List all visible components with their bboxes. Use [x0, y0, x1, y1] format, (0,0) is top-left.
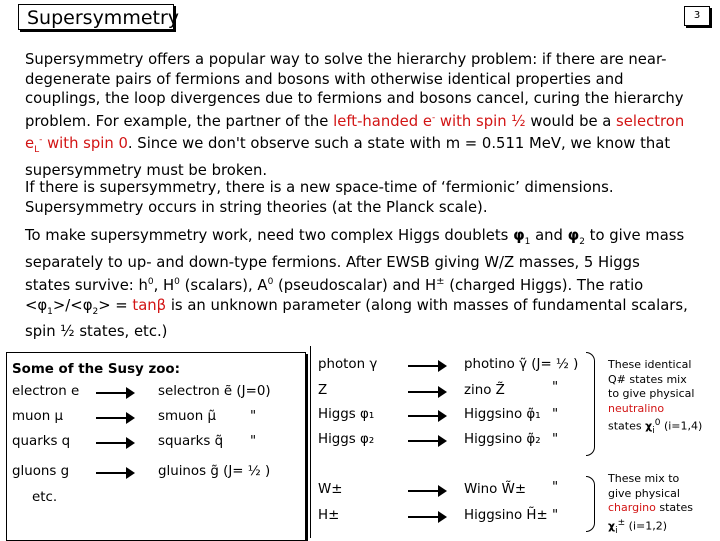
p1-line6: supersymmetry must be broken. — [25, 161, 268, 179]
p1-text: would be a — [525, 112, 617, 130]
boson-higgs-2: Higgs φ₂ — [318, 432, 375, 447]
chargino-note: These mix to give physical chargino states $\chi_i^\pm$ (i=1,2) — [608, 472, 693, 536]
arrow — [408, 415, 440, 417]
paragraph-hierarchy — [25, 50, 684, 180]
ditto-mark: " — [552, 480, 559, 495]
p2-line1: If there is supersymmetry, there is a new space-time of ‘fermionic’ dimensions. — [25, 179, 614, 196]
ditto-mark: " — [250, 434, 257, 449]
arrow — [96, 442, 128, 444]
susy-zoo-heading: Some of the Susy zoo: — [12, 362, 180, 377]
p3-line5: spin ½ states, etc.) — [25, 323, 168, 341]
p1-text: problem. For example, the partner of the — [25, 112, 334, 130]
p1-line2: degenerate pairs of fermions and bosons with otherwise identical properties and — [25, 70, 624, 88]
paragraph-higgs — [25, 226, 688, 342]
partner-higgsino-1: Higgsino φ̃₁ — [464, 407, 541, 422]
arrow — [408, 440, 440, 442]
arrow — [408, 365, 440, 367]
selectron-eL: $e_L^-$ with spin 0 — [25, 135, 128, 156]
ditto-mark: " — [552, 380, 559, 395]
paragraph-fermionic — [25, 178, 614, 217]
partner-higgsino-2: Higgsino φ̃₂ — [464, 432, 541, 447]
p1-line3: couplings, the loop divergences due to fermions and bosons cancel, curing the hierarchy — [25, 90, 684, 108]
zoo-partner-smuon: smuon μ̃ — [158, 409, 216, 424]
zoo-sm-quarks: quarks q — [12, 434, 71, 449]
arrow — [96, 417, 128, 419]
arrow — [96, 472, 128, 474]
partner-charged-higgsino: Higgsino H̃± — [464, 508, 548, 523]
p2-line2: Supersymmetry occurs in string theories (at the Planck scale). — [25, 198, 488, 216]
partner-wino: Wino W̃± — [464, 482, 527, 497]
ditto-mark: " — [552, 407, 559, 422]
arrow — [408, 391, 440, 393]
neutralino-term: neutralino — [608, 401, 665, 415]
p1-text: . Since we don't observe such a state with m = 0.511 MeV, we know that — [127, 135, 671, 153]
partner-photino: photino γ̃ (J= ½ ) — [464, 357, 579, 372]
partner-zino: zino Z̃ — [464, 383, 505, 398]
chargino-term: chargino — [608, 501, 656, 514]
boson-photon: photon γ — [318, 357, 378, 372]
chargino-brace — [586, 476, 595, 532]
boson-higgs-1: Higgs φ₁ — [318, 407, 375, 422]
p3-line1: To make supersymmetry work, need two complex Higgs doublets $\varphi_1$ and $\varphi_2$ to give mass — [25, 227, 685, 247]
zoo-sm-muon: muon μ — [12, 409, 63, 424]
selectron-term: selectron — [616, 112, 685, 130]
boson-charged-higgs: H± — [318, 508, 340, 523]
column-divider — [310, 346, 311, 538]
ditto-mark: " — [250, 409, 257, 424]
p1-line1: Supersymmetry offers a popular way to solve the hierarchy problem: if there are near- — [25, 51, 667, 68]
boson-z: Z — [318, 383, 328, 398]
zoo-sm-electron: electron e — [12, 384, 80, 399]
ditto-mark: " — [552, 432, 559, 447]
p3-line4: $<\varphi_1>/<\varphi_2> = \tan\beta$ is an unknown parameter (along with masses of fundamental scalars, — [25, 296, 688, 317]
neutralino-note: These identical Q# states mix to give physical neutralino states $\chi_i^0$ (i=1,4) — [608, 358, 703, 436]
page-number: 3 — [684, 6, 710, 26]
zoo-partner-squarks: squarks q̃ — [158, 434, 224, 449]
p3-line2: separately to up- and down-type fermions. After EWSB giving W/Z masses, 5 Higgs — [25, 253, 640, 271]
tan-beta: tanβ — [132, 296, 167, 314]
zoo-partner-selectron: selectron ẽ (J=0) — [158, 384, 271, 399]
p3-line3: states survive: $h^0$, $H^0$ (scalars), $A^0$ (pseudoscalar) and H± (charged Higgs). The ratio — [25, 276, 644, 295]
zoo-partner-gluinos: gluinos g̃ (J= ½ ) — [158, 464, 271, 479]
boson-w: W± — [318, 482, 343, 497]
left-handed-e: left-handed e- with spin ½ — [333, 112, 526, 130]
slide-title: Supersymmetry — [18, 4, 174, 30]
neutralino-brace — [586, 352, 595, 456]
arrow — [408, 490, 440, 492]
arrow — [408, 516, 440, 518]
p1-line4 — [25, 109, 684, 132]
arrow — [96, 392, 128, 394]
ditto-mark: " — [552, 508, 559, 523]
p1-line5 — [25, 131, 684, 160]
zoo-sm-gluons: gluons g — [12, 464, 70, 479]
zoo-etc: etc. — [32, 490, 58, 505]
